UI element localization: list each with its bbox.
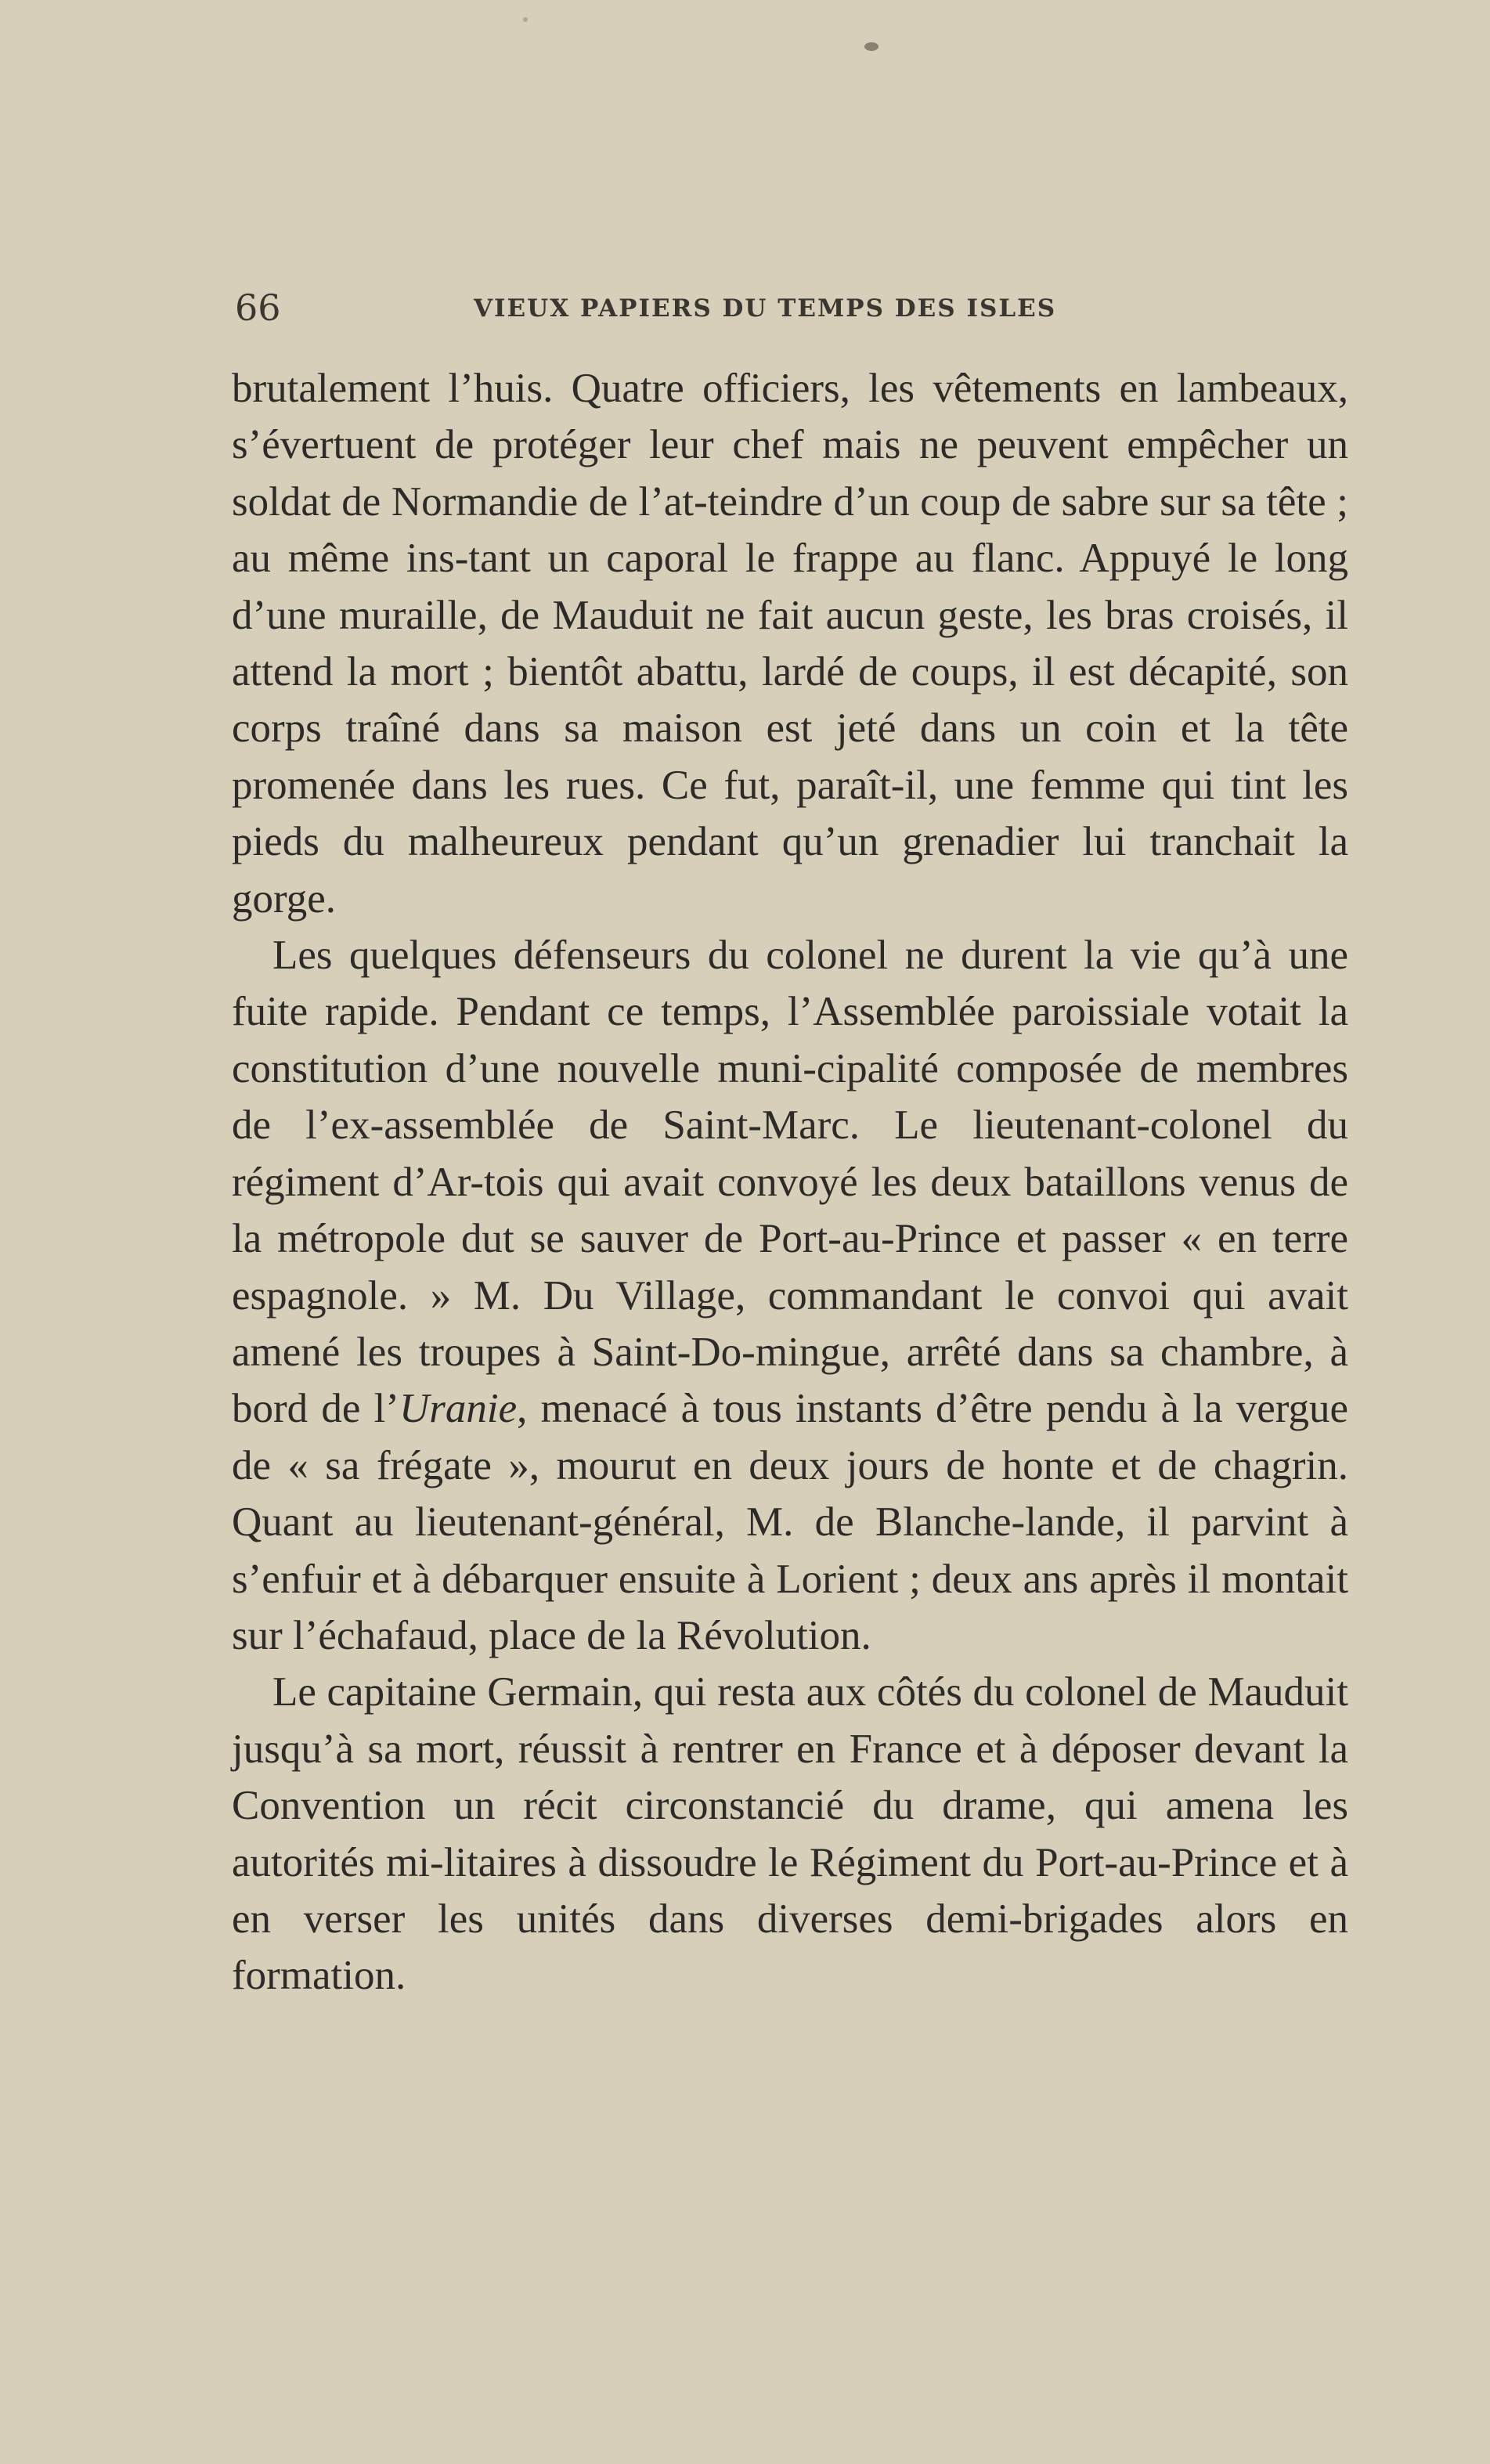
body-text: [232, 360, 1348, 2004]
ink-speck: [523, 17, 528, 22]
paragraph-text: , menacé à tous instants d’être pendu à la vergue de « sa frégate », mourut en deux jours de honte et de chagrin. Quant au lieutenant-général, M. de Blanche-lande, il parvint à s’enfuir et à débarquer ensuite à Lorient ; deux ans après il montait sur l’échafaud, place de la Révolution.: [232, 1386, 1348, 1658]
page-number: 66: [235, 287, 281, 329]
ink-speck: [864, 42, 878, 51]
paragraph: [232, 927, 1348, 1664]
page-header: [235, 280, 1347, 335]
ship-name: Uranie: [399, 1386, 518, 1432]
running-title: VIEUX PAPIERS DU TEMPS DES ISLES: [474, 294, 1057, 323]
paragraph: brutalement l’huis. Quatre officiers, les vêtements en lambeaux, s’évertuent de protéger leur chef mais ne peuvent empêcher un soldat de Normandie de l’at-teindre d’un coup de sabre sur sa tête ; au même ins-tant un caporal le frappe au flanc. Appuyé le long d’une muraille, de Mauduit ne fait aucun geste, les bras croisés, il attend la mort ; bientôt abattu, lardé de coups, il est décapité, son corps traîné dans sa maison est jeté dans un coin et la tête promenée dans les rues. Ce fut, paraît-il, une femme qui tint les pieds du malheureux pendant qu’un grenadier lui tranchait la gorge.: [232, 366, 1348, 922]
paragraph-text: Les quelques défenseurs du colonel ne durent la vie qu’à une fuite rapide. Pendant ce temps, l’Assemblée paroissiale votait la constitution d’une nouvelle muni-cipalité composée de membres de l’ex-assemblée de Saint-Marc. Le lieutenant-colonel du régiment d’Ar-tois qui avait convoyé les deux bataillons venus de la métropole dut se sauver de Port-au-Prince et passer « en terre espagnole. » M. Du Village, commandant le convoi qui avait amené les troupes à Saint-Do-mingue, arrêté dans sa chambre, à bord de l’: [232, 933, 1348, 1432]
paragraph: Le capitaine Germain, qui resta aux côtés du colonel de Mauduit jusqu’à sa mort, réussit à rentrer en France et à déposer devant la Convention un récit circonstancié du drame, qui amena les autorités mi-litaires à dissoudre le Régiment du Port-au-Prince et à en verser les unités dans diverses demi-brigades alors en formation.: [232, 1669, 1348, 1999]
